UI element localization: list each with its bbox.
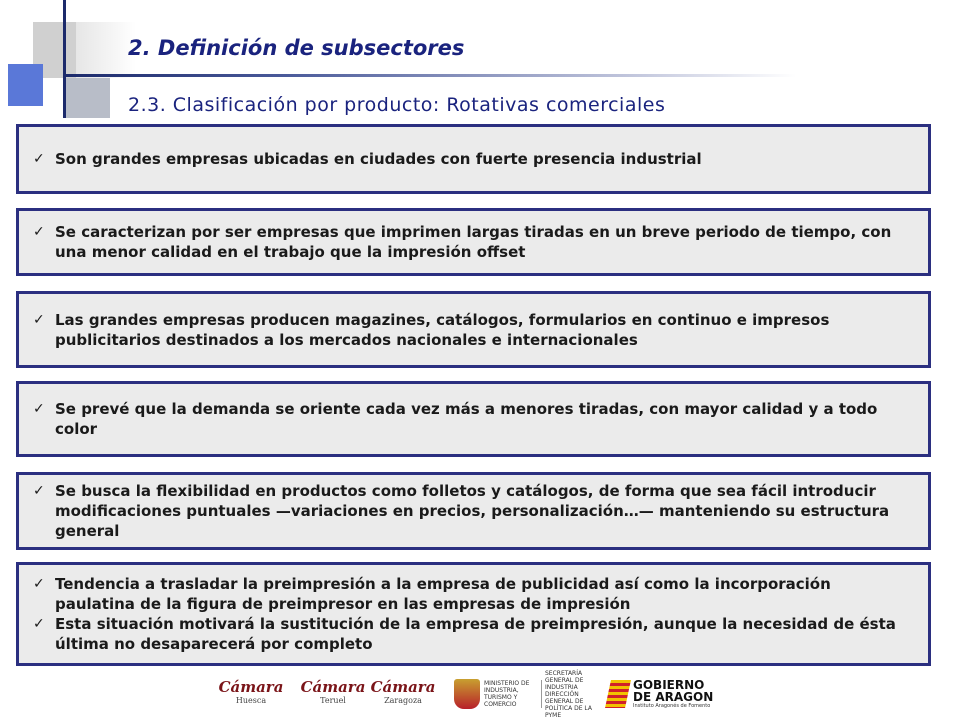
bullet-item bbox=[33, 222, 908, 262]
bullet-item bbox=[33, 310, 908, 350]
bullet-item bbox=[33, 399, 908, 439]
gobierno-aragon-logo bbox=[608, 676, 718, 712]
bullet-text: Las grandes empresas producen magazines, catálogos, formularios en continuo e impresos publicitarios destinados a los mercados nacionales e internacionales bbox=[55, 310, 830, 349]
check-icon: ✓ bbox=[33, 616, 45, 632]
aragon-flag-icon bbox=[605, 680, 631, 708]
bullet-box-6 bbox=[16, 562, 931, 666]
camara-zaragoza-logo bbox=[368, 678, 438, 706]
bullet-box-2 bbox=[16, 208, 931, 276]
decorative-vertical-line bbox=[63, 0, 66, 118]
footer-logos bbox=[216, 669, 716, 719]
camara-huesca-logo bbox=[216, 678, 286, 706]
check-icon: ✓ bbox=[33, 576, 45, 592]
decorative-blue-block bbox=[8, 64, 43, 106]
slide-subtitle: 2.3. Clasificación por producto: Rotativas comerciales bbox=[128, 94, 666, 116]
bullet-item bbox=[33, 149, 908, 169]
camara-city: Zaragoza bbox=[384, 696, 422, 705]
camara-brand: Cámara bbox=[300, 678, 366, 696]
camara-brand: Cámara bbox=[370, 678, 436, 696]
spain-shield-icon bbox=[454, 679, 480, 709]
camara-teruel-logo bbox=[298, 678, 368, 706]
decorative-gray-block-lower bbox=[66, 78, 110, 118]
bullet-item bbox=[33, 481, 908, 541]
bullet-box-3 bbox=[16, 291, 931, 368]
camara-brand: Cámara bbox=[218, 678, 284, 696]
decorative-fade-block bbox=[76, 22, 136, 78]
check-icon: ✓ bbox=[33, 151, 45, 167]
check-icon: ✓ bbox=[33, 311, 45, 328]
bullet-text: Se prevé que la demanda se oriente cada vez más a menores tiradas, con mayor calidad y a todo color bbox=[55, 400, 878, 438]
bullet-text: Se busca la flexibilidad en productos como folletos y catálogos, de forma que sea fácil introducir modificaciones puntuales —variaciones en precios, personalización…— manteniendo su estructura general bbox=[55, 482, 890, 540]
check-icon: ✓ bbox=[33, 224, 45, 240]
aragon-line1: GOBIERNO bbox=[633, 677, 705, 692]
camara-city: Huesca bbox=[235, 696, 267, 705]
check-icon: ✓ bbox=[33, 483, 45, 499]
bullet-text: Son grandes empresas ubicadas en ciudades con fuerte presencia industrial bbox=[55, 150, 702, 168]
bullet-text: Se caracterizan por ser empresas que imprimen largas tiradas en un breve periodo de tiempo, con una menor calidad en el trabajo que la impresión offset bbox=[55, 223, 892, 261]
bullet-text: Tendencia a trasladar la preimpresión a la empresa de publicidad así como la incorporación paulatina de la figura de preimpresor en las empresas de impresión bbox=[55, 575, 831, 613]
bullet-box-1 bbox=[16, 124, 931, 194]
ministerio-logo bbox=[454, 669, 604, 719]
aragon-line2: DE ARAGON bbox=[633, 689, 714, 704]
bullet-item bbox=[33, 614, 908, 654]
decorative-horizontal-line bbox=[66, 74, 796, 77]
camara-city: Teruel bbox=[320, 696, 346, 705]
aragon-subtext: Instituto Aragonés de Fomento bbox=[633, 702, 711, 709]
slide-title: 2. Definición de subsectores bbox=[128, 36, 465, 60]
secretaria-text: SECRETARÍA GENERAL DE INDUSTRIA DIRECCIÓN GENERAL DE POLÍTICA DE LA PYME bbox=[545, 669, 592, 719]
ministerio-text: MINISTERIO DE INDUSTRIA, TURISMO Y COMERCIO bbox=[484, 680, 542, 708]
bullet-item bbox=[33, 574, 908, 614]
bullet-box-4 bbox=[16, 381, 931, 457]
bullet-box-5 bbox=[16, 472, 931, 550]
bullet-text: Esta situación motivará la sustitución de la empresa de preimpresión, aunque la necesidad de ésta última no desaparecerá por completo bbox=[55, 615, 896, 653]
check-icon: ✓ bbox=[33, 401, 45, 417]
